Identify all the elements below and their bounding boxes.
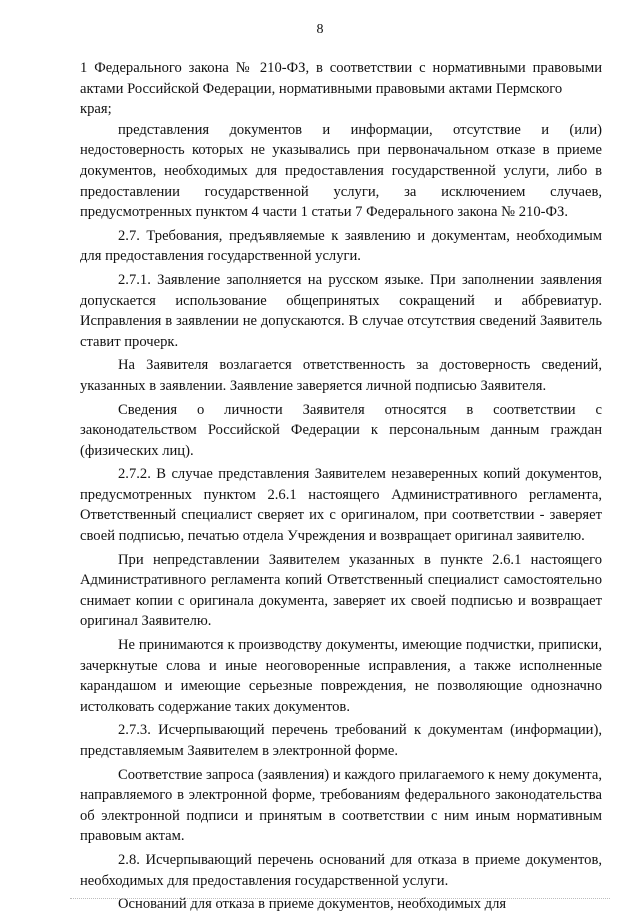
paragraph-lead: 1 Федерального закона № 210-ФЗ, в соответствии с нормативными правовыми актами Российской Федерации, нормативными правовыми актами Пермского <box>80 60 602 97</box>
paragraph-continuation <box>80 58 602 120</box>
page-number: 8 <box>316 22 324 37</box>
paragraph-grounds-list-item: представления документов и информации, отсутствие и (или) недостоверность которых не указывались при первоначальном отказе в приеме документов, необходимых для предоставления государственной услуги, либо в предоставлении государственной услуги, за исключением случаев, предусмотренных пунктом 4 части 1 статьи 7 Федерального закона № 210-ФЗ. <box>80 121 602 221</box>
paragraph-responsibility: На Заявителя возлагается ответственность за достоверность сведений, указанных в заявлении. Заявление заверяется личной подписью Заявителя. <box>80 357 602 394</box>
paragraph-tail: края; <box>80 101 112 118</box>
document-body <box>80 58 602 915</box>
paragraph-copies: При непредставлении Заявителем указанных в пункте 2.6.1 настоящего Административного регламента копий Ответственный специалист самостоятельно снимает копии с оригинала документа, заверяет их своей подписью и возвращает оригинал Заявителю. <box>80 551 602 630</box>
section-heading-2-8: 2.8. Исчерпывающий перечень оснований для отказа в приеме документов, необходимых для предоставления государственной услуги. <box>80 851 602 889</box>
paragraph-electronic-form: Соответствие запроса (заявления) и каждого прилагаемого к нему документа, направляемого в электронной форме, требованиям федерального законодательства об электронной подписи и принятым в соответствии с ним иным нормативным правовым актам. <box>80 766 602 845</box>
section-heading-2-7: 2.7. Требования, предъявляемые к заявлению и документам, необходимым для предоставления государственной услуги. <box>80 227 602 265</box>
paragraph-personal-data: Сведения о личности Заявителя относятся в соответствии с законодательством Российской Федерации к персональным данным граждан (физических лиц). <box>80 401 602 459</box>
paragraph-2-7-3: 2.7.3. Исчерпывающий перечень требований к документам (информации), представляемым Заявителем в электронной форме. <box>80 722 602 759</box>
paragraph-not-accepted: Не принимаются к производству документы, имеющие подчистки, приписки, зачеркнутые слова и иные неоговоренные исправления, а также исполненные карандашом и имеющие серьезные повреждения, не позволяющие однозначно истолковать содержание таких документов. <box>80 637 602 715</box>
paragraph-grounds-start: Оснований для отказа в приеме документов, необходимых для <box>118 896 507 913</box>
paragraph-2-7-2: 2.7.2. В случае представления Заявителем незаверенных копий документов, предусмотренных пунктом 2.6.1 настоящего Административного регламента, Ответственный специалист сверяет их с оригиналом, при соответствии - заверяет своей подписью, печатью отдела Учреждения и возвращает оригинал заявителю. <box>80 466 602 545</box>
scan-edge-divider <box>70 898 610 900</box>
paragraph-2-7-1: 2.7.1. Заявление заполняется на русском языке. При заполнении заявления допускается использование общепринятых сокращений и аббревиатур. Исправления в заявлении не допускаются. В случае отсутствия сведений Заявитель ставит прочерк. <box>80 271 602 350</box>
